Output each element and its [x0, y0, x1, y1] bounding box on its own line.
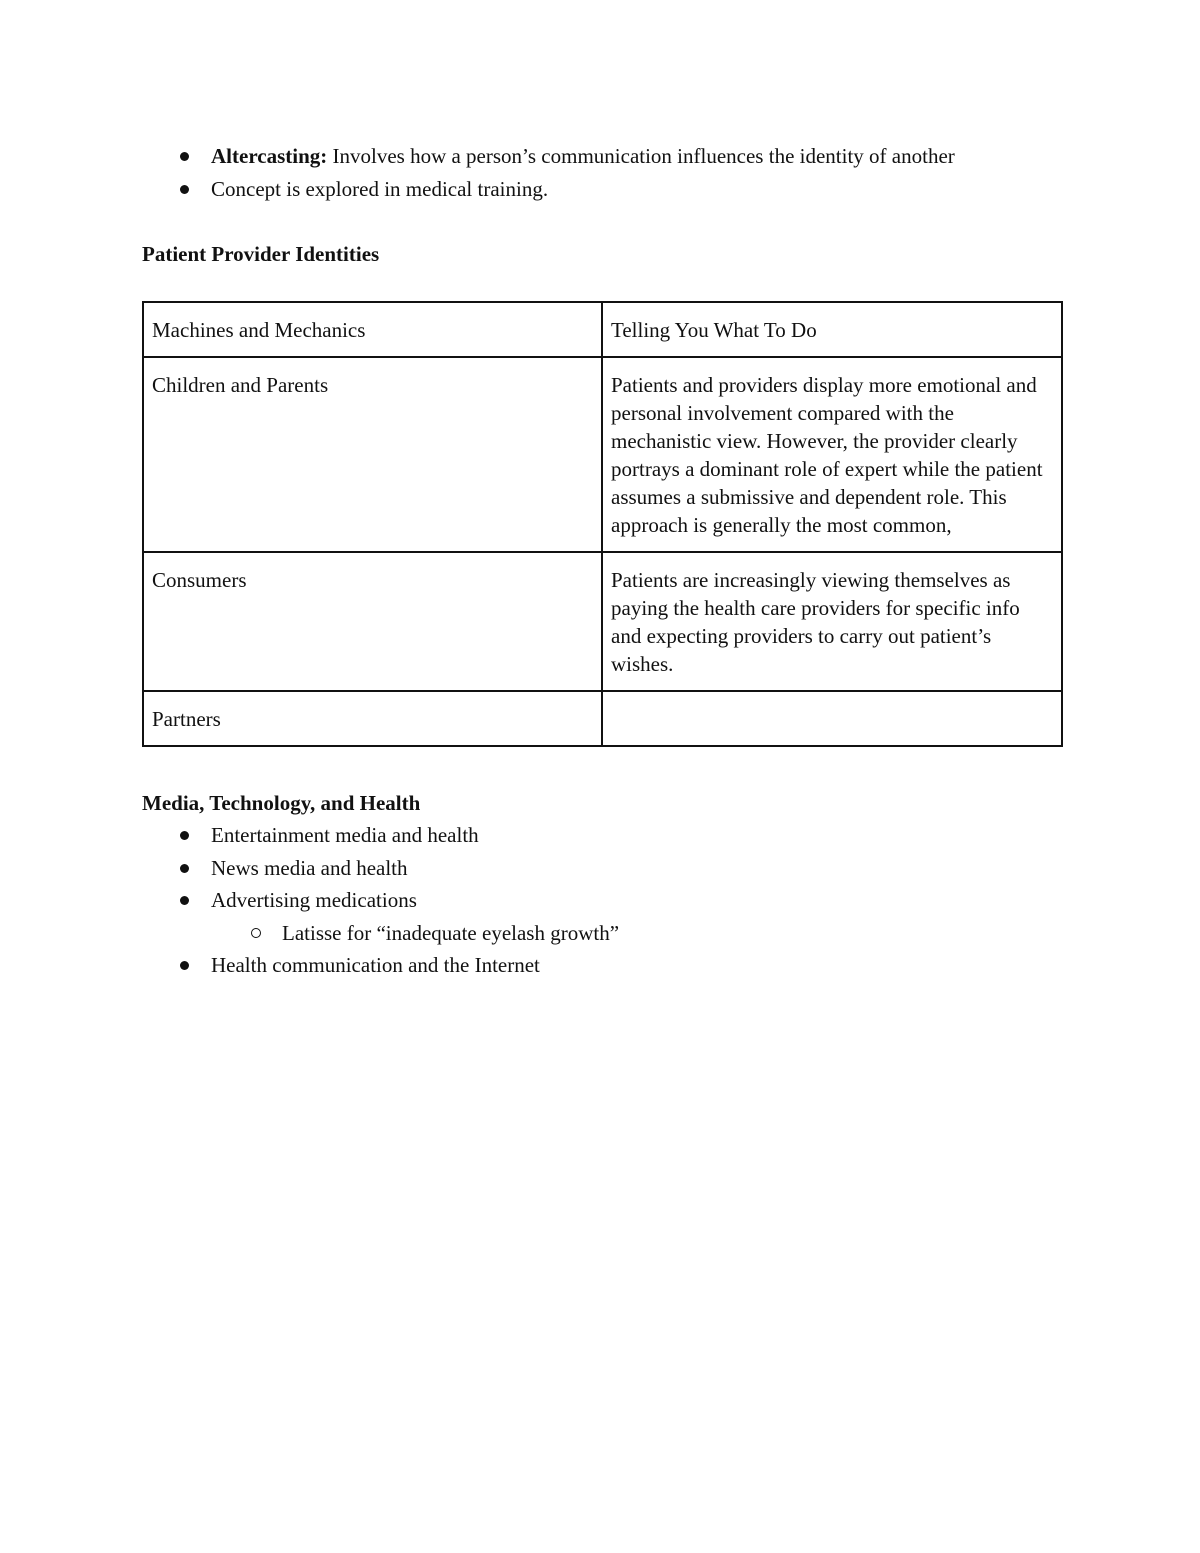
intro-bullet-list — [178, 140, 955, 205]
section-heading-media: Media, Technology, and Health — [142, 791, 421, 815]
bullet-icon — [180, 864, 189, 873]
list-item — [178, 173, 955, 206]
list-item — [178, 884, 619, 917]
table-cell-identity: Machines and Mechanics — [143, 302, 602, 357]
bullet-icon — [180, 185, 189, 194]
list-item-text: Advertising medications — [211, 888, 417, 912]
table-cell-description — [602, 691, 1062, 746]
table-cell-description: Patients and providers display more emotional and personal involvement compared with the mechanistic view. However, the provider clearly portrays a dominant role of expert while the patient assumes a submissive and dependent role. This approach is generally the most common, — [602, 357, 1062, 552]
table-row — [143, 302, 1062, 357]
table-row — [143, 552, 1062, 691]
list-item-text: Health communication and the Internet — [211, 953, 540, 977]
table-cell-description: Telling You What To Do — [602, 302, 1062, 357]
table-cell-identity: Consumers — [143, 552, 602, 691]
table-cell-identity: Partners — [143, 691, 602, 746]
altercasting-definition: Involves how a person’s communication influences the identity of another — [327, 144, 955, 168]
list-item — [178, 852, 619, 885]
altercasting-term: Altercasting: — [211, 144, 328, 168]
bullet-icon — [180, 896, 189, 905]
bullet-icon — [180, 831, 189, 840]
list-item — [178, 140, 955, 173]
bullet-icon — [180, 961, 189, 970]
list-item — [178, 949, 619, 982]
hollow-bullet-icon — [251, 928, 261, 938]
identities-table — [142, 301, 1063, 747]
table-row — [143, 691, 1062, 746]
table-cell-identity: Children and Parents — [143, 357, 602, 552]
media-bullet-list — [178, 819, 619, 982]
bullet-icon — [180, 152, 189, 161]
list-item — [178, 819, 619, 852]
list-item-text: Latisse for “inadequate eyelash growth” — [282, 920, 620, 945]
list-item-text: Concept is explored in medical training. — [211, 176, 549, 201]
list-item-text: News media and health — [211, 855, 408, 880]
table-cell-description: Patients are increasingly viewing themselves as paying the health care providers for specific info and expecting providers to carry out patient’s wishes. — [602, 552, 1062, 691]
section-heading-patient-provider: Patient Provider Identities — [142, 242, 380, 266]
list-item-text: Entertainment media and health — [211, 823, 479, 847]
sub-list-item — [178, 917, 619, 950]
table-row — [143, 357, 1062, 552]
